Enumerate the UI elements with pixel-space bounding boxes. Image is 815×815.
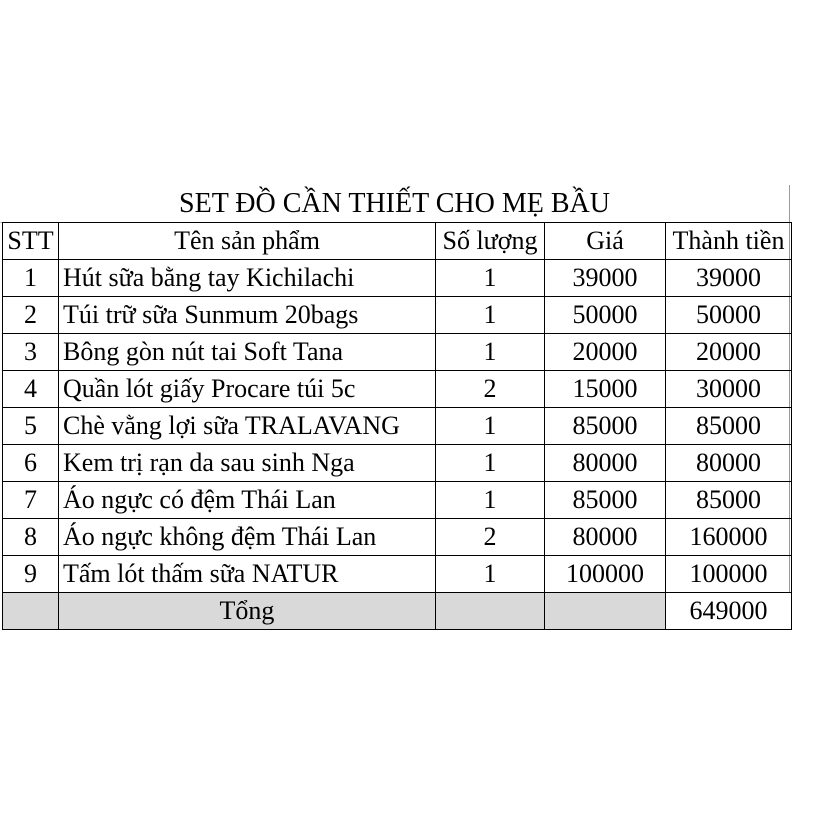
table-row: [3, 371, 792, 408]
cell-stt[interactable]: 1: [3, 260, 59, 297]
table-row: [3, 445, 792, 482]
header-price[interactable]: Giá: [545, 223, 666, 260]
header-name[interactable]: Tên sản phẩm: [59, 223, 436, 260]
cell-qty[interactable]: 1: [436, 445, 545, 482]
header-qty[interactable]: Số lượng: [436, 223, 545, 260]
cell-stt[interactable]: 3: [3, 334, 59, 371]
cell-stt[interactable]: 9: [3, 556, 59, 593]
cell-price[interactable]: 50000: [545, 297, 666, 334]
cell-name[interactable]: Tấm lót thấm sữa NATUR: [59, 556, 436, 593]
cell-price[interactable]: 85000: [545, 408, 666, 445]
cell-name[interactable]: Túi trữ sữa Sunmum 20bags: [59, 297, 436, 334]
cell-total[interactable]: 85000: [666, 408, 792, 445]
spreadsheet-area: [0, 185, 815, 628]
summary-label[interactable]: Tổng: [59, 593, 436, 630]
summary-empty-cell[interactable]: [3, 593, 59, 630]
cell-qty[interactable]: 1: [436, 334, 545, 371]
table-row: [3, 334, 792, 371]
header-row: [3, 223, 792, 260]
cell-total[interactable]: 50000: [666, 297, 792, 334]
cell-price[interactable]: 100000: [545, 556, 666, 593]
table-row: [3, 260, 792, 297]
cell-total[interactable]: 160000: [666, 519, 792, 556]
title-row: [0, 185, 789, 223]
cell-qty[interactable]: 2: [436, 371, 545, 408]
summary-empty-cell[interactable]: [545, 593, 666, 630]
product-table: [2, 222, 792, 630]
cell-name[interactable]: Kem trị rạn da sau sinh Nga: [59, 445, 436, 482]
cell-stt[interactable]: 6: [3, 445, 59, 482]
table-row: [3, 519, 792, 556]
cell-qty[interactable]: 1: [436, 297, 545, 334]
cell-qty[interactable]: 1: [436, 482, 545, 519]
cell-qty[interactable]: 1: [436, 556, 545, 593]
cell-price[interactable]: 39000: [545, 260, 666, 297]
cell-qty[interactable]: 2: [436, 519, 545, 556]
summary-empty-cell[interactable]: [436, 593, 545, 630]
cell-price[interactable]: 20000: [545, 334, 666, 371]
cell-name[interactable]: Hút sữa bằng tay Kichilachi: [59, 260, 436, 297]
summary-total[interactable]: 649000: [666, 593, 792, 630]
cell-total[interactable]: 85000: [666, 482, 792, 519]
cell-qty[interactable]: 1: [436, 260, 545, 297]
cell-price[interactable]: 80000: [545, 445, 666, 482]
table-row: [3, 556, 792, 593]
cell-total[interactable]: 80000: [666, 445, 792, 482]
cell-total[interactable]: 39000: [666, 260, 792, 297]
summary-row: [3, 593, 792, 630]
cell-price[interactable]: 85000: [545, 482, 666, 519]
cell-qty[interactable]: 1: [436, 408, 545, 445]
cell-name[interactable]: Áo ngực có đệm Thái Lan: [59, 482, 436, 519]
cell-name[interactable]: Áo ngực không đệm Thái Lan: [59, 519, 436, 556]
cell-price[interactable]: 15000: [545, 371, 666, 408]
cell-total[interactable]: 30000: [666, 371, 792, 408]
cell-stt[interactable]: 8: [3, 519, 59, 556]
header-stt[interactable]: STT: [3, 223, 59, 260]
cell-total[interactable]: 20000: [666, 334, 792, 371]
table-row: [3, 408, 792, 445]
cell-stt[interactable]: 7: [3, 482, 59, 519]
cell-stt[interactable]: 2: [3, 297, 59, 334]
cell-name[interactable]: Chè vằng lợi sữa TRALAVANG: [59, 408, 436, 445]
cell-name[interactable]: Bông gòn nút tai Soft Tana: [59, 334, 436, 371]
cell-stt[interactable]: 4: [3, 371, 59, 408]
cell-price[interactable]: 80000: [545, 519, 666, 556]
sheet-title[interactable]: SET ĐỒ CẦN THIẾT CHO MẸ BẦU: [179, 188, 610, 219]
header-total[interactable]: Thành tiền: [666, 223, 792, 260]
cell-total[interactable]: 100000: [666, 556, 792, 593]
cell-name[interactable]: Quần lót giấy Procare túi 5c: [59, 371, 436, 408]
cell-stt[interactable]: 5: [3, 408, 59, 445]
table-row: [3, 297, 792, 334]
table-row: [3, 482, 792, 519]
